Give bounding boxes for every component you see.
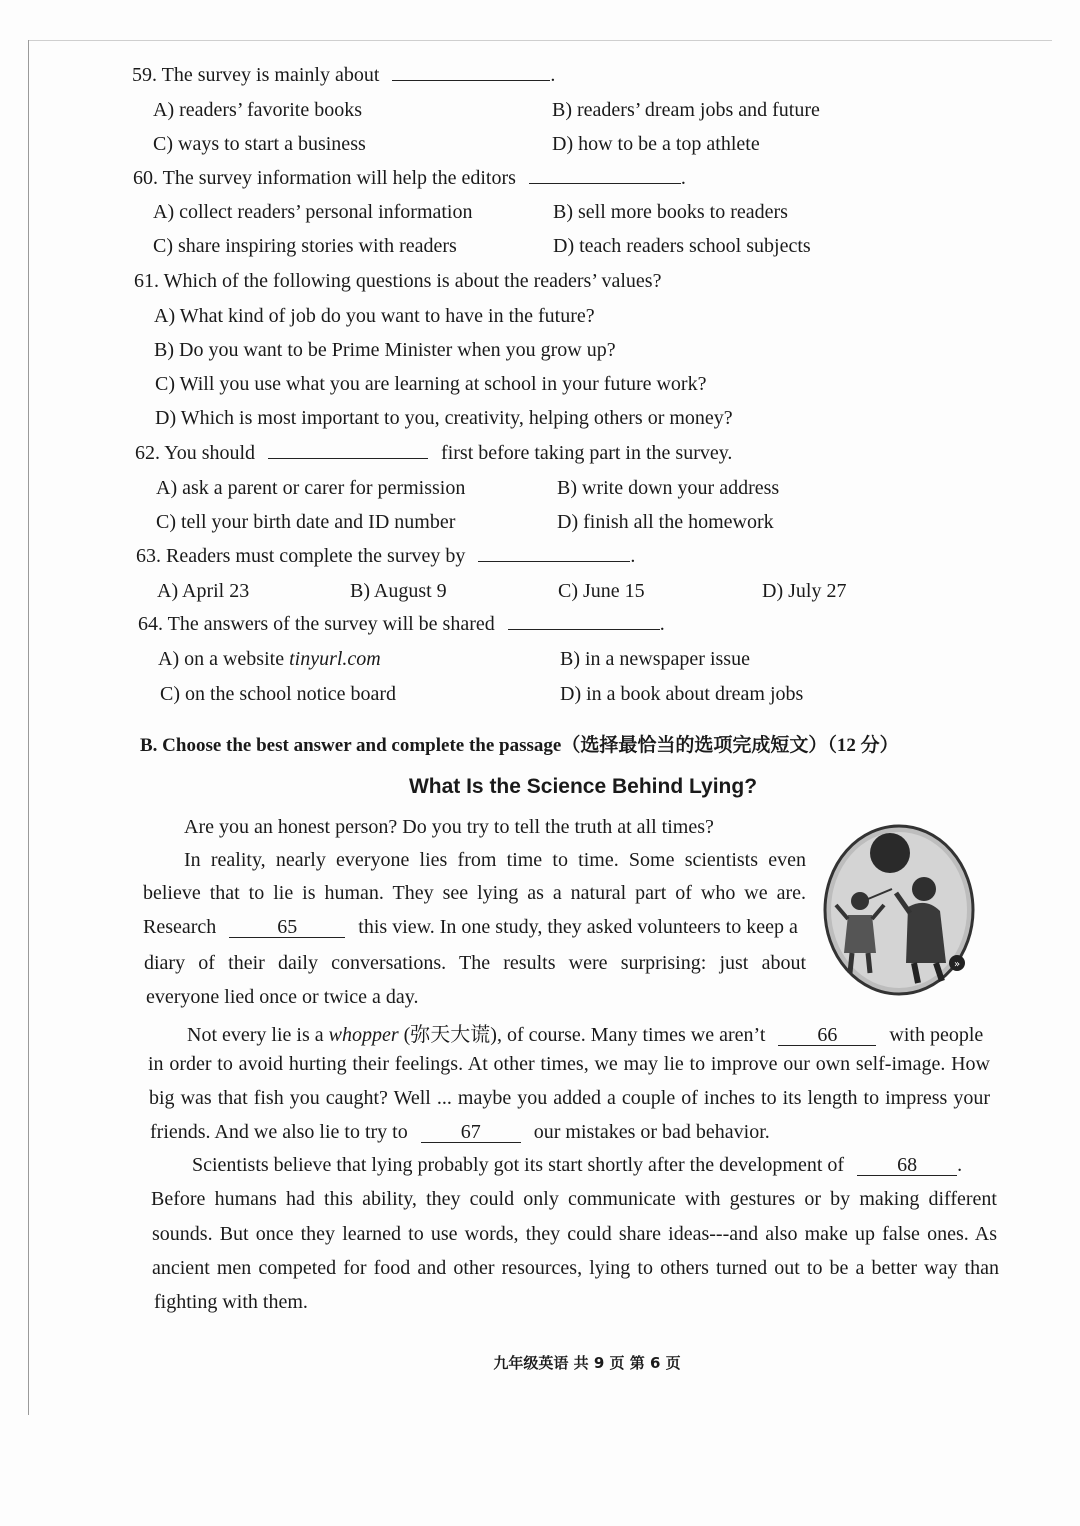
option-60d: D) teach readers school subjects <box>553 235 811 257</box>
option-63d: D) July 27 <box>762 580 847 602</box>
blank-68: 68 <box>857 1155 957 1176</box>
question-60 <box>133 167 686 190</box>
passage-line: sounds. But once they learned to use words, they could share ideas---and also make up false ones. As <box>152 1223 997 1245</box>
question-61: 61. Which of the following questions is about the readers’ values? <box>134 270 662 292</box>
passage-line <box>192 1154 962 1177</box>
option-61d: D) Which is most important to you, creativity, helping others or money? <box>155 407 733 429</box>
badge-glyph: » <box>953 959 961 970</box>
blank-66: 66 <box>778 1025 876 1046</box>
option-63c: C) June 15 <box>558 580 645 602</box>
question-62 <box>135 442 732 465</box>
question-stem: 60. The survey information will help the editors <box>133 167 516 189</box>
passage-line: diary of their daily conversations. The results were surprising: just about <box>144 952 806 974</box>
question-stem-end: first before taking part in the survey. <box>441 442 733 464</box>
option-59c: C) ways to start a business <box>153 133 366 155</box>
punctuation: . <box>550 64 556 86</box>
section-b-heading: B. Choose the best answer and complete the passage（选择最恰当的选项完成短文）（12 分） <box>140 735 899 756</box>
passage-text: (弥天大谎), of course. Many times we aren’t <box>398 1024 766 1046</box>
option-60a: A) collect readers’ personal information <box>153 201 473 223</box>
option-64c: C) on the school notice board <box>160 683 397 705</box>
passage-line <box>150 1121 770 1144</box>
page-border-top <box>28 40 1052 41</box>
passage-line: big was that fish you caught? Well ... maybe you added a couple of inches to its length to impress your <box>149 1087 990 1109</box>
answer-blank <box>508 615 660 630</box>
option-63a: A) April 23 <box>157 580 250 602</box>
answer-blank <box>268 444 428 459</box>
question-stem: 59. The survey is mainly about <box>132 64 380 86</box>
page-footer: 九年级英语 共 9 页 第 6 页 <box>493 1354 681 1372</box>
passage-line: In reality, nearly everyone lies from time to time. Some scientists even <box>184 849 806 871</box>
passage-text: with people <box>889 1024 984 1046</box>
option-59a: A) readers’ favorite books <box>153 99 362 121</box>
question-stem: 63. Readers must complete the survey by <box>136 545 466 567</box>
question-stem: 62. You should <box>135 442 256 464</box>
passage-text: this view. In one study, they asked volunteers to keep a <box>358 916 798 938</box>
question-63 <box>136 545 635 568</box>
option-61b: B) Do you want to be Prime Minister when you grow up? <box>154 339 616 361</box>
passage-line: Before humans had this ability, they could only communicate with gestures or by making different <box>151 1188 997 1210</box>
option-59d: D) how to be a top athlete <box>552 133 760 155</box>
question-64 <box>138 613 665 636</box>
option-62b: B) write down your address <box>557 477 780 499</box>
option-64d: D) in a book about dream jobs <box>560 683 804 705</box>
option-60b: B) sell more books to readers <box>553 201 788 223</box>
punctuation: . <box>680 167 686 189</box>
option-62c: C) tell your birth date and ID number <box>156 511 456 533</box>
question-59 <box>132 64 555 87</box>
answer-blank <box>529 169 681 184</box>
passage-text: friends. And we also lie to try to <box>150 1121 408 1143</box>
website-name: tinyurl.com <box>289 648 381 670</box>
answer-blank <box>478 547 630 562</box>
option-64a <box>158 648 381 671</box>
option-62d: D) finish all the homework <box>557 511 774 533</box>
option-text: A) on a website <box>158 648 290 670</box>
passage-line: believe that to lie is human. They see lying as a natural part of who we are. <box>143 882 806 904</box>
passage-line <box>187 1018 983 1047</box>
option-61c: C) Will you use what you are learning at school in your future work? <box>155 373 707 395</box>
blank-65: 65 <box>229 917 345 938</box>
passage-text: Research <box>143 916 217 938</box>
page-border-left <box>28 40 29 1415</box>
punctuation: . <box>630 545 636 567</box>
passage-line: everyone lied once or twice a day. <box>146 986 419 1008</box>
option-60c: C) share inspiring stories with readers <box>153 235 457 257</box>
passage-line: Are you an honest person? Do you try to tell the truth at all times? <box>184 816 714 838</box>
passage-text: Scientists believe that lying probably got its start shortly after the development of <box>192 1154 845 1176</box>
question-stem: 64. The answers of the survey will be shared <box>138 613 495 635</box>
passage-title: What Is the Science Behind Lying? <box>408 775 758 798</box>
passage-line <box>143 916 798 939</box>
emphasized-word: whopper <box>328 1024 399 1046</box>
passage-line: in order to avoid hurting their feelings. At other times, we may lie to improve our own self-image. How <box>148 1053 990 1075</box>
option-61a: A) What kind of job do you want to have in the future? <box>154 305 595 327</box>
answer-blank <box>392 66 550 81</box>
people-talking-illustration <box>822 823 976 997</box>
passage-text: our mistakes or bad behavior. <box>533 1121 770 1143</box>
blank-67: 67 <box>421 1122 521 1143</box>
punctuation: . <box>659 613 665 635</box>
option-62a: A) ask a parent or carer for permission <box>156 477 466 499</box>
punctuation: . <box>957 1154 963 1176</box>
passage-text: Not every lie is a <box>187 1024 329 1046</box>
option-59b: B) readers’ dream jobs and future <box>552 99 820 121</box>
option-63b: B) August 9 <box>350 580 447 602</box>
option-64b: B) in a newspaper issue <box>560 648 750 670</box>
passage-line: ancient men competed for food and other resources, lying to others turned out to be a better way than <box>152 1257 999 1279</box>
passage-line: fighting with them. <box>154 1291 308 1313</box>
